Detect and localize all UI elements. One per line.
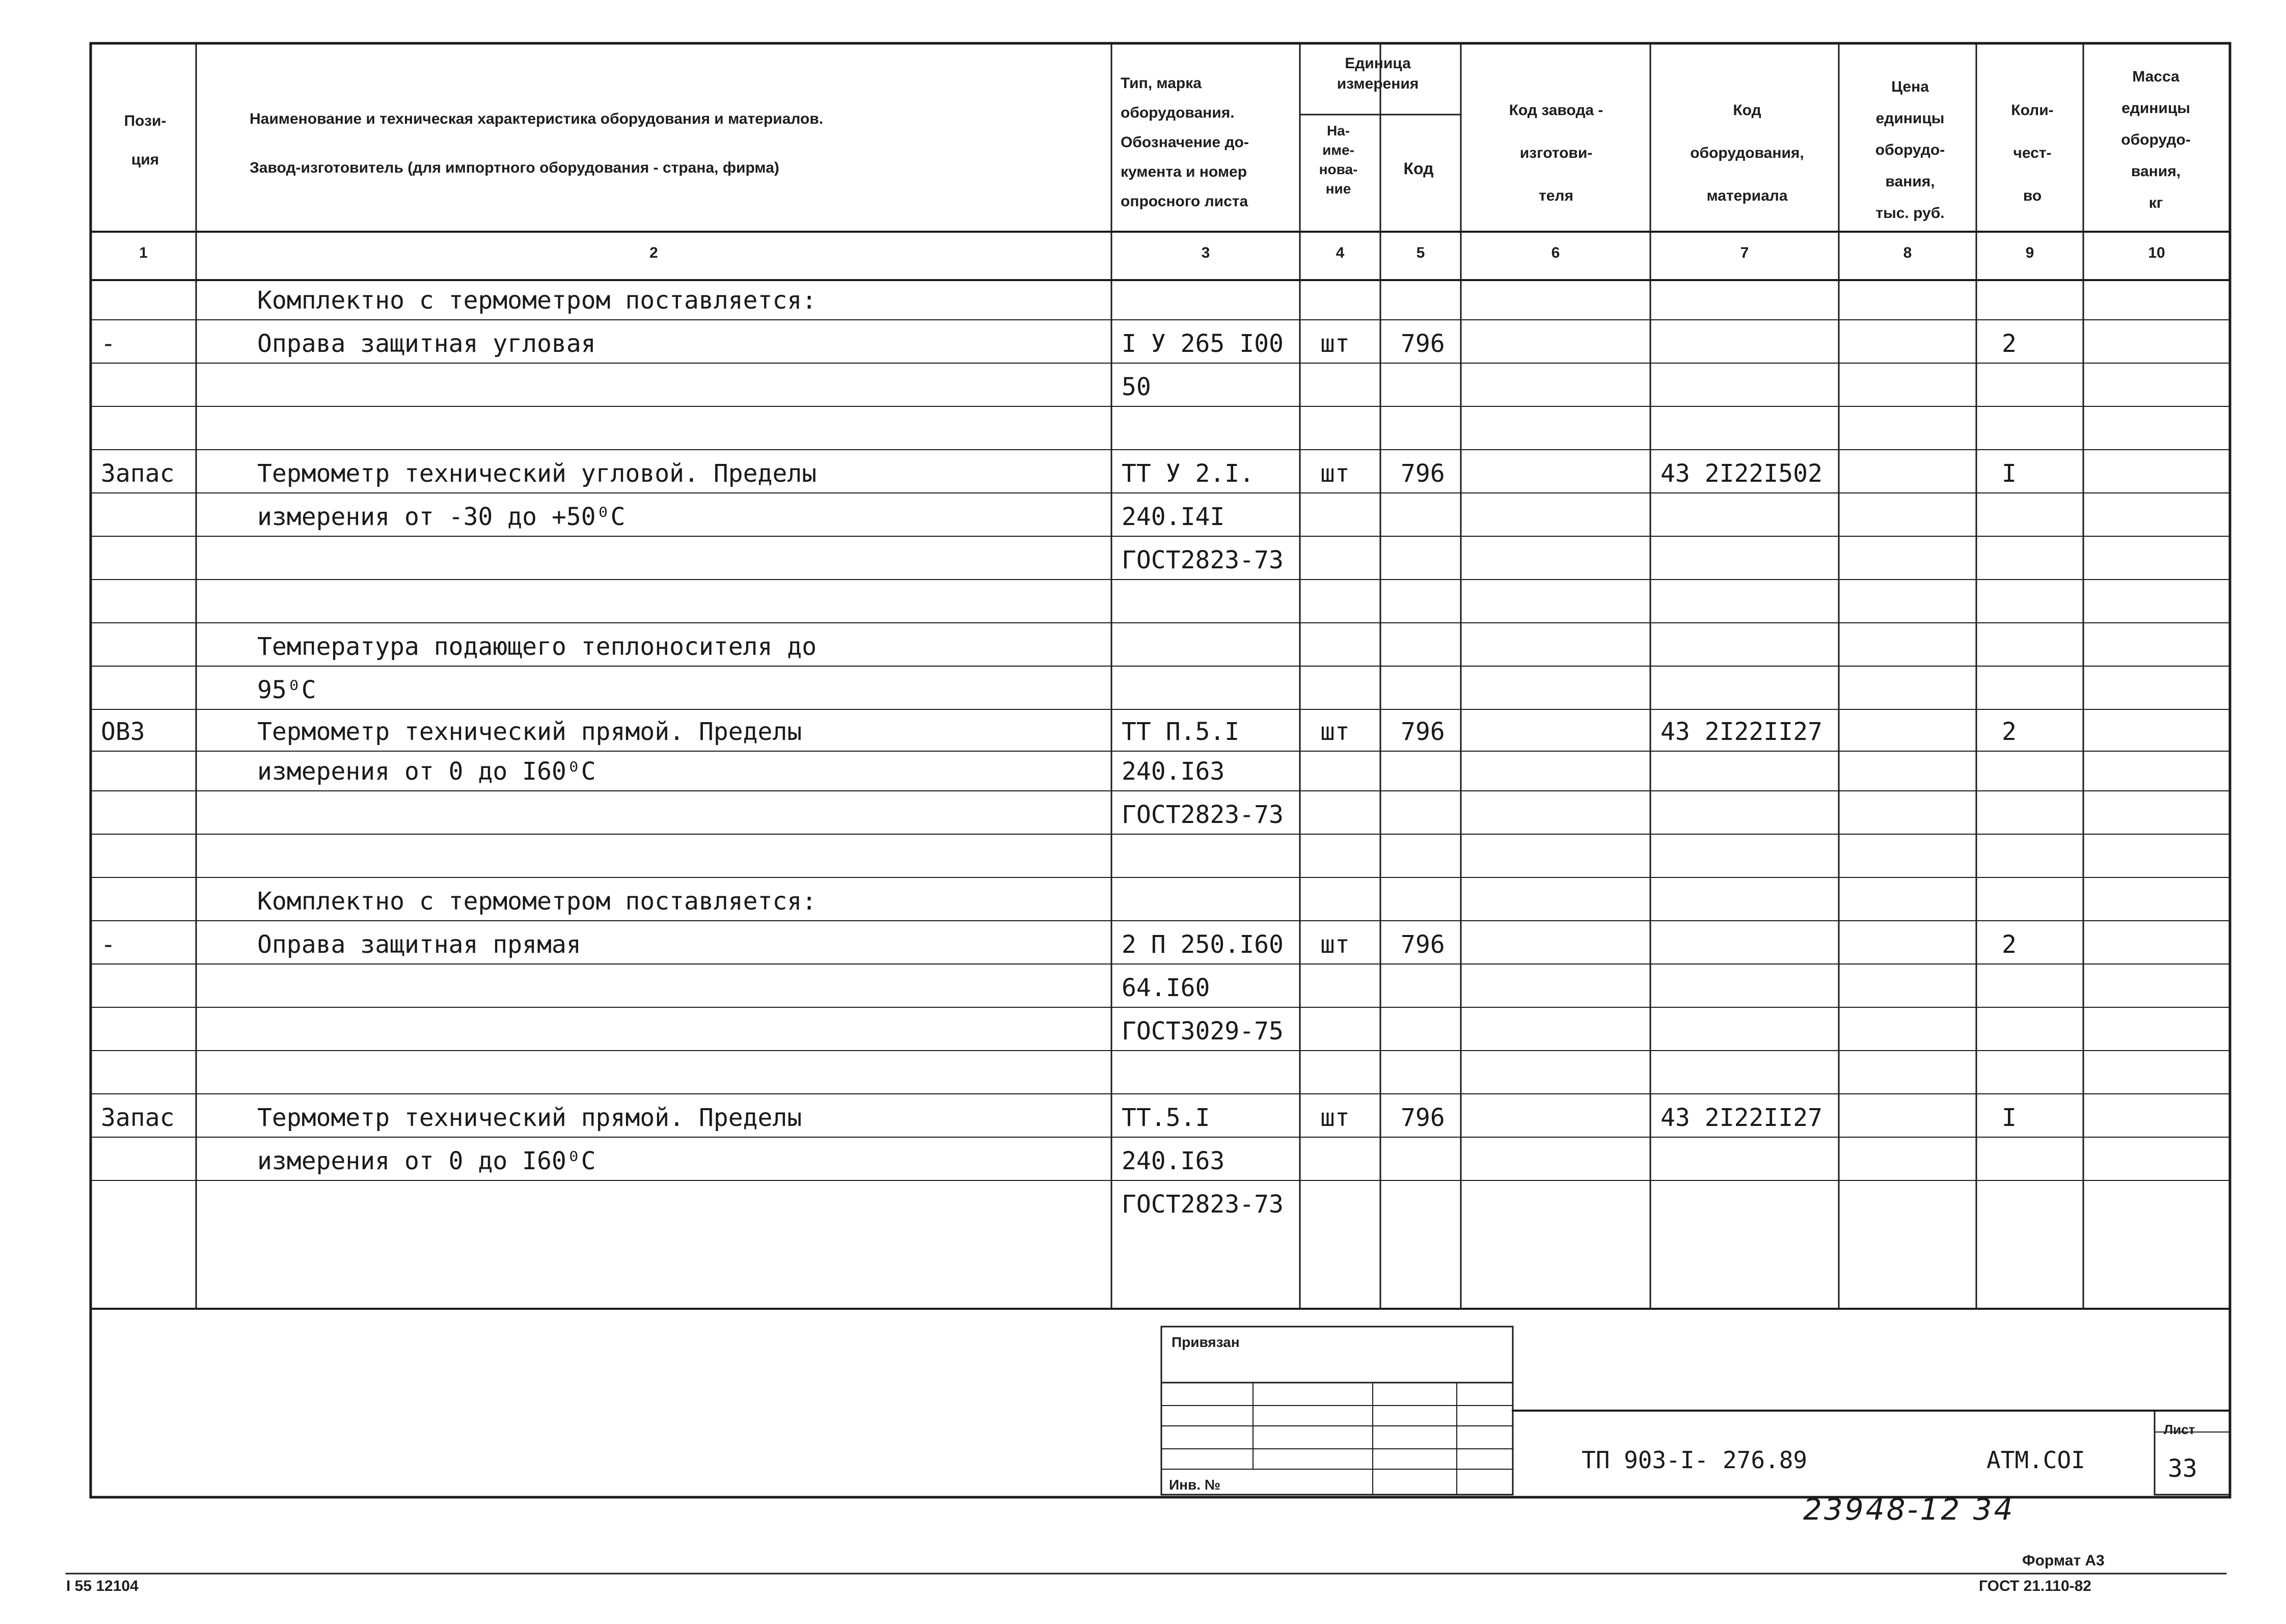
row-qty: 2: [2002, 930, 2017, 959]
row-type: 50: [1122, 373, 1151, 401]
row-unit: шт: [1320, 1104, 1350, 1132]
row-name: Термометр технический прямой. Пределы: [257, 1104, 802, 1132]
row-code: 796: [1401, 1104, 1445, 1132]
row-unit: шт: [1320, 930, 1350, 959]
column-number: 1: [139, 244, 148, 261]
header-manufacturer-code: Код завода - изготови- теля: [1509, 102, 1603, 204]
row-name: Комплектно с термометром поставляется:: [257, 286, 817, 315]
header-position: Пози- ция: [124, 113, 167, 168]
header-mass: Масса единицы оборудо- вания, кг: [2121, 68, 2191, 211]
header-type: Тип, марка оборудования. Обозначение до- кумента и номер опросного листа: [1121, 75, 1249, 210]
row-name: измерения от -30 до +50⁰С: [257, 503, 625, 531]
row-name: Оправа защитная угловая: [257, 329, 596, 358]
handwritten-archive-number: 23948-12 34: [1803, 1492, 2015, 1527]
row-name: 95⁰С: [257, 676, 316, 704]
row-type: ГОСТ2823-73: [1122, 1190, 1284, 1219]
row-type: 240.I63: [1122, 1147, 1225, 1175]
header-unit-name: На- име- нова- ние: [1319, 123, 1358, 197]
row-code: 796: [1401, 930, 1445, 959]
header-quantity: Коли- чест- во: [2011, 102, 2054, 204]
row-type: ГОСТ3029-75: [1122, 1017, 1284, 1045]
row-pos: Запас: [101, 1104, 175, 1132]
sheet-label: Лист: [2164, 1422, 2195, 1437]
column-number: 10: [2148, 244, 2165, 261]
stamp-inventory-number: Инв. №: [1169, 1477, 1221, 1493]
row-qty: 2: [2002, 329, 2017, 358]
sheet-number: 33: [2168, 1454, 2197, 1483]
row-pos: -: [101, 930, 116, 959]
row-code: 796: [1401, 329, 1445, 358]
document-code: АТМ.COI: [1986, 1446, 2085, 1474]
row-name: Термометр технический угловой. Пределы: [257, 459, 817, 488]
row-type: I У 265 I00: [1122, 329, 1284, 358]
column-number: 5: [1416, 244, 1425, 261]
row-pos: ОВ3: [101, 718, 145, 746]
row-type: 240.I4I: [1122, 503, 1225, 531]
row-type: ТТ П.5.I: [1122, 718, 1240, 746]
row-pos: Запас: [101, 459, 175, 488]
row-equip-code: 43 2I22II27: [1661, 718, 1822, 746]
column-number: 2: [649, 244, 658, 261]
row-type: 2 П 250.I60: [1122, 930, 1284, 959]
row-equip-code: 43 2I22II27: [1661, 1104, 1822, 1132]
row-type: ГОСТ2823-73: [1122, 801, 1284, 829]
column-number: 9: [2025, 244, 2034, 261]
row-equip-code: 43 2I22I502: [1661, 459, 1822, 488]
header-unit-group: Единица измерения: [1337, 55, 1419, 92]
stamp-privyazan: Привязан: [1172, 1334, 1240, 1350]
format-label: Формат А3: [2022, 1552, 2105, 1569]
row-code: 796: [1401, 718, 1445, 746]
column-number: 3: [1201, 244, 1210, 261]
row-pos: -: [101, 329, 116, 358]
header-equipment-code: Код оборудования, материала: [1690, 102, 1804, 204]
column-number: 8: [1903, 244, 1912, 261]
row-type: 64.I60: [1122, 974, 1210, 1002]
gost-label: ГОСТ 21.110-82: [1979, 1578, 2091, 1594]
header-unit-code: Код: [1403, 159, 1434, 178]
row-name: Термометр технический прямой. Пределы: [257, 718, 802, 746]
row-code: 796: [1401, 459, 1445, 488]
row-name: измерения от 0 до I60⁰С: [257, 1147, 596, 1175]
row-name: Комплектно с термометром поставляется:: [257, 887, 817, 916]
row-name: Температура подающего теплоносителя до: [257, 632, 817, 661]
project-code: ТП 903-I- 276.89: [1582, 1446, 1808, 1474]
row-name: измерения от 0 до I60⁰С: [257, 757, 596, 786]
row-type: 240.I63: [1122, 757, 1225, 786]
header-name: Наименование и техническая характеристика оборудования и материалов. Завод-изготовитель (для импортного оборудования - страна, фирма): [250, 111, 824, 176]
column-number: 4: [1336, 244, 1345, 261]
row-qty: 2: [2002, 718, 2017, 746]
row-name: Оправа защитная прямая: [257, 930, 581, 959]
column-number: 6: [1551, 244, 1560, 261]
column-number: 7: [1740, 244, 1749, 261]
row-qty: I: [2002, 1104, 2017, 1132]
row-unit: шт: [1320, 718, 1350, 746]
row-unit: шт: [1320, 329, 1350, 358]
row-type: ТТ.5.I: [1122, 1104, 1210, 1132]
row-type: ТТ У 2.I.: [1122, 459, 1255, 488]
row-type: ГОСТ2823-73: [1122, 546, 1284, 574]
left-code: I 55 12104: [66, 1578, 139, 1594]
row-unit: шт: [1320, 459, 1350, 488]
row-qty: I: [2002, 459, 2017, 488]
header-price: Цена единицы оборудо- вания, тыс. руб.: [1875, 78, 1945, 222]
